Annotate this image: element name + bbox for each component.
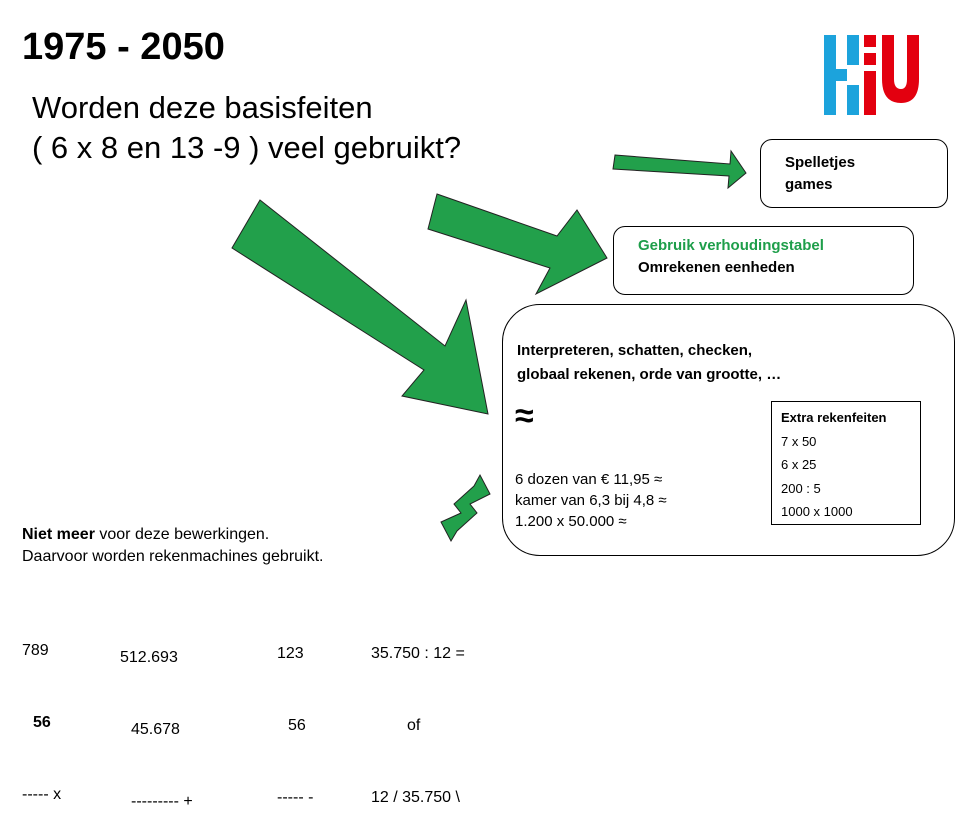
div-line-1: 35.750 : 12 = — [371, 645, 465, 662]
interp-line-1: Interpreteren, schatten, checken, — [517, 342, 753, 359]
sub-line-1: 123 — [277, 645, 304, 662]
extra-facts-box — [771, 401, 921, 525]
calc-addition — [120, 598, 193, 838]
extra-fact-3: 200 : 5 — [781, 480, 821, 496]
double-arrow — [441, 475, 490, 541]
interp-line-2: globaal rekenen, orde van grootte, … — [517, 366, 782, 383]
main-question — [32, 88, 461, 168]
approx-symbol: ≈ — [515, 397, 534, 435]
div-line-2: of — [407, 717, 421, 734]
games-line-2: games — [785, 176, 833, 193]
mult-line-1: 789 — [22, 642, 49, 659]
div-line-3: 12 / 35.750 \ — [371, 789, 460, 806]
ratio-line-2: Omrekenen eenheden — [638, 259, 795, 276]
calc-subtraction — [277, 594, 313, 834]
no-longer-line-2: Daarvoor worden rekenmachines gebruikt. — [22, 548, 324, 565]
extra-fact-2: 6 x 25 — [781, 457, 817, 472]
mult-line-3: ----- x — [22, 786, 62, 803]
calc-division — [371, 594, 465, 834]
ratio-line-1: Gebruik verhoudingstabel — [638, 237, 824, 254]
mult-line-2: 56 — [33, 714, 51, 731]
interpretation-text — [517, 339, 781, 387]
arrow-to-ratio — [428, 194, 607, 294]
add-line-1: 512.693 — [120, 649, 178, 666]
arrow-to-games — [613, 151, 746, 188]
ratio-box — [613, 226, 914, 295]
no-longer-line-1 — [22, 524, 323, 546]
example-3: 1.200 x 50.000 ≈ — [515, 513, 627, 530]
sub-line-3: ----- - — [277, 789, 314, 806]
example-2: kamer van 6,3 bij 4,8 ≈ — [515, 492, 667, 509]
no-longer-rest: voor deze bewerkingen. — [94, 526, 270, 543]
no-longer-bold: Niet meer — [22, 526, 95, 543]
question-line-1: Worden deze basisfeiten — [32, 90, 373, 125]
extra-fact-1: 7 x 50 — [781, 433, 817, 449]
interpretation-box — [502, 304, 955, 556]
calc-multiplication — [22, 591, 61, 831]
estimation-examples — [515, 469, 667, 532]
add-line-2: 45.678 — [131, 721, 180, 738]
page-title: 1975 - 2050 — [22, 26, 225, 68]
extra-facts-header: Extra rekenfeiten — [781, 410, 887, 425]
question-line-2: ( 6 x 8 en 13 -9 ) veel gebruikt? — [32, 130, 462, 165]
sub-line-2: 56 — [288, 717, 306, 734]
games-box — [760, 139, 948, 208]
add-line-3: --------- + — [131, 793, 193, 810]
games-line-1: Spelletjes — [785, 154, 856, 171]
example-1: 6 dozen van € 11,95 ≈ — [515, 471, 663, 488]
extra-fact-4: 1000 x 1000 — [781, 504, 853, 519]
hu-logo — [824, 33, 919, 115]
no-longer-text — [22, 524, 323, 568]
